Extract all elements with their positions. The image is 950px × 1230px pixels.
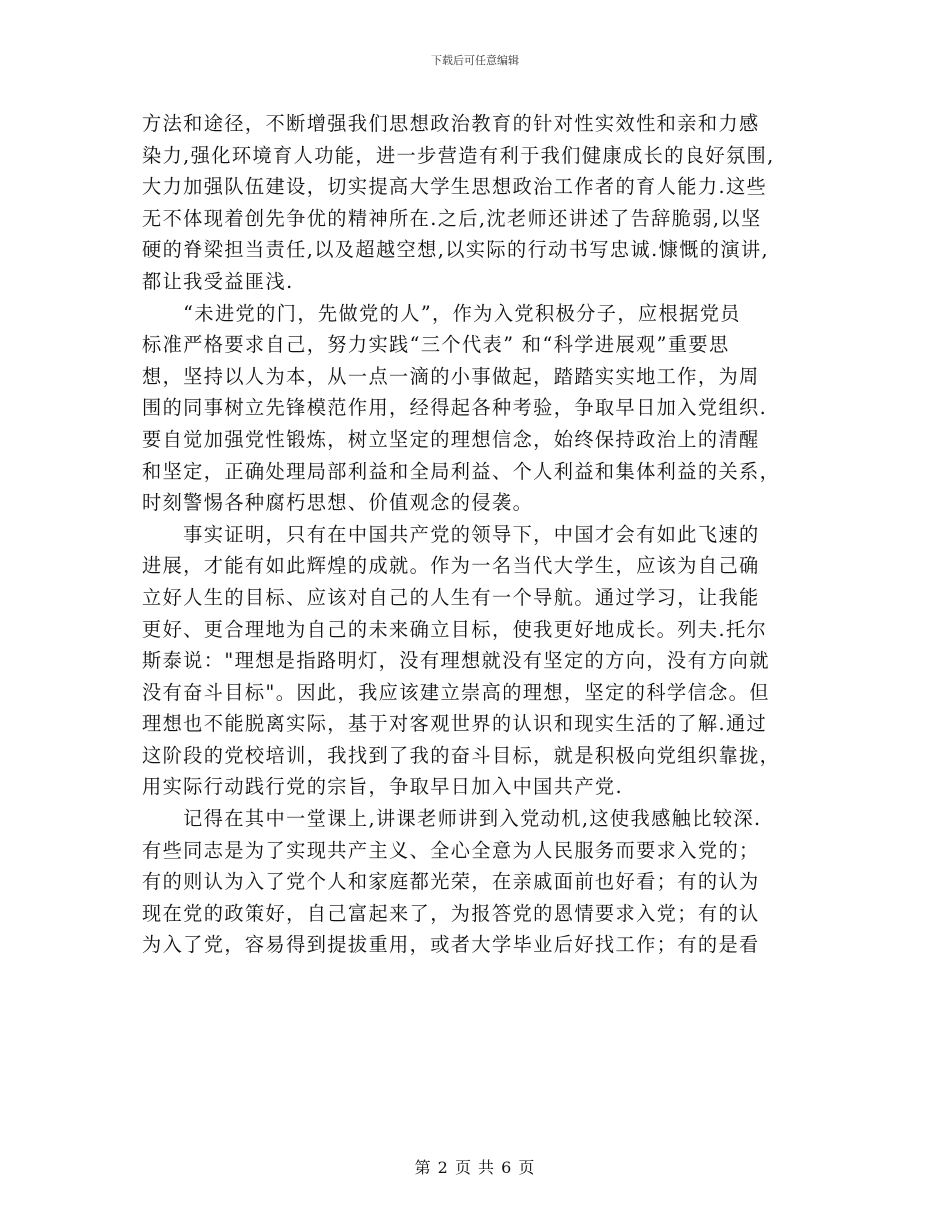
text-line: 有的则认为入了党个人和家庭都光荣，在亲戚面前也好看；有的认为 — [142, 870, 760, 894]
text-line: 为入了党，容易得到提拔重用，或者大学毕业后好找工作；有的是看 — [142, 933, 760, 957]
text-line: 标准严格要求自己，努力实践“三个代表” 和“科学进展观”重要思 — [142, 333, 730, 357]
text-line: 大力加强队伍建设，切实提高大学生思想政治工作者的育人能力.这些 — [142, 175, 768, 199]
text-line: 理想也不能脱离实际，基于对客观世界的认识和现实生活的了解.通过 — [142, 712, 768, 736]
text-line: 用实际行动践行党的宗旨，争取早日加入中国共产党. — [142, 775, 624, 799]
text-line: 无不体现着创先争优的精神所在.之后,沈老师还讲述了告辞脆弱,以坚 — [142, 206, 762, 230]
text-line: 斯泰说："理想是指路明灯，没有理想就没有坚定的方向，没有方向就 — [142, 649, 770, 673]
page-header: 下载后可任意编辑 — [431, 54, 519, 67]
text-line: 时刻警惕各种腐朽思想、价值观念的侵袭。 — [142, 491, 534, 515]
text-line: 要自觉加强党性锻炼，树立坚定的理想信念，始终保持政治上的清醒 — [142, 427, 760, 451]
text-line: 想，坚持以人为本，从一点一滴的小事做起，踏踏实实地工作，为周 — [142, 364, 760, 388]
text-line: 立好人生的目标、应该对自己的人生有一个导航。通过学习，让我能 — [142, 585, 760, 609]
body-text — [142, 108, 807, 961]
text-line: 染力,强化环境育人功能，进一步营造有利于我们健康成长的良好氛围, — [142, 143, 775, 167]
text-line: 现在党的政策好，自己富起来了，为报答党的恩情要求入党；有的认 — [142, 901, 760, 925]
text-line: 记得在其中一堂课上,讲课老师讲到入党动机,这使我感触比较深. — [142, 807, 762, 831]
text-line: 方法和途径，不断增强我们思想政治教育的针对性实效性和亲和力感 — [142, 112, 760, 135]
text-line: 更好、更合理地为自己的未来确立目标，使我更好地成长。列夫.托尔 — [142, 617, 768, 641]
text-line: 事实证明，只有在中国共产党的领导下，中国才会有如此飞速的 — [142, 522, 760, 546]
text-line: 都让我受益匪浅. — [142, 269, 294, 293]
text-line: 这阶段的党校培训，我找到了我的奋斗目标，就是积极向党组织靠拢， — [142, 743, 781, 767]
text-line: 有些同志是为了实现共产主义、全心全意为人民服务而要求入党的； — [142, 838, 760, 862]
text-line: 没有奋斗目标"。因此，我应该建立崇高的理想，坚定的科学信念。但 — [142, 680, 770, 704]
text-line: 围的同事树立先锋模范作用，经得起各种考验，争取早日加入党组织. — [142, 396, 768, 420]
text-line: “未进党的门，先做党的人”，作为入党积极分子，应根据党员 — [142, 301, 741, 325]
text-line: 硬的脊梁担当责任,以及超越空想,以实际的行动书写忠诚.慷慨的演讲, — [142, 238, 770, 262]
page-footer: 第 2 页 共 6 页 — [414, 1158, 536, 1177]
text-line: 和坚定，正确处理局部利益和全局利益、个人利益和集体利益的关系， — [142, 459, 781, 483]
text-line: 进展，才能有如此辉煌的成就。作为一名当代大学生，应该为自己确 — [142, 554, 760, 578]
